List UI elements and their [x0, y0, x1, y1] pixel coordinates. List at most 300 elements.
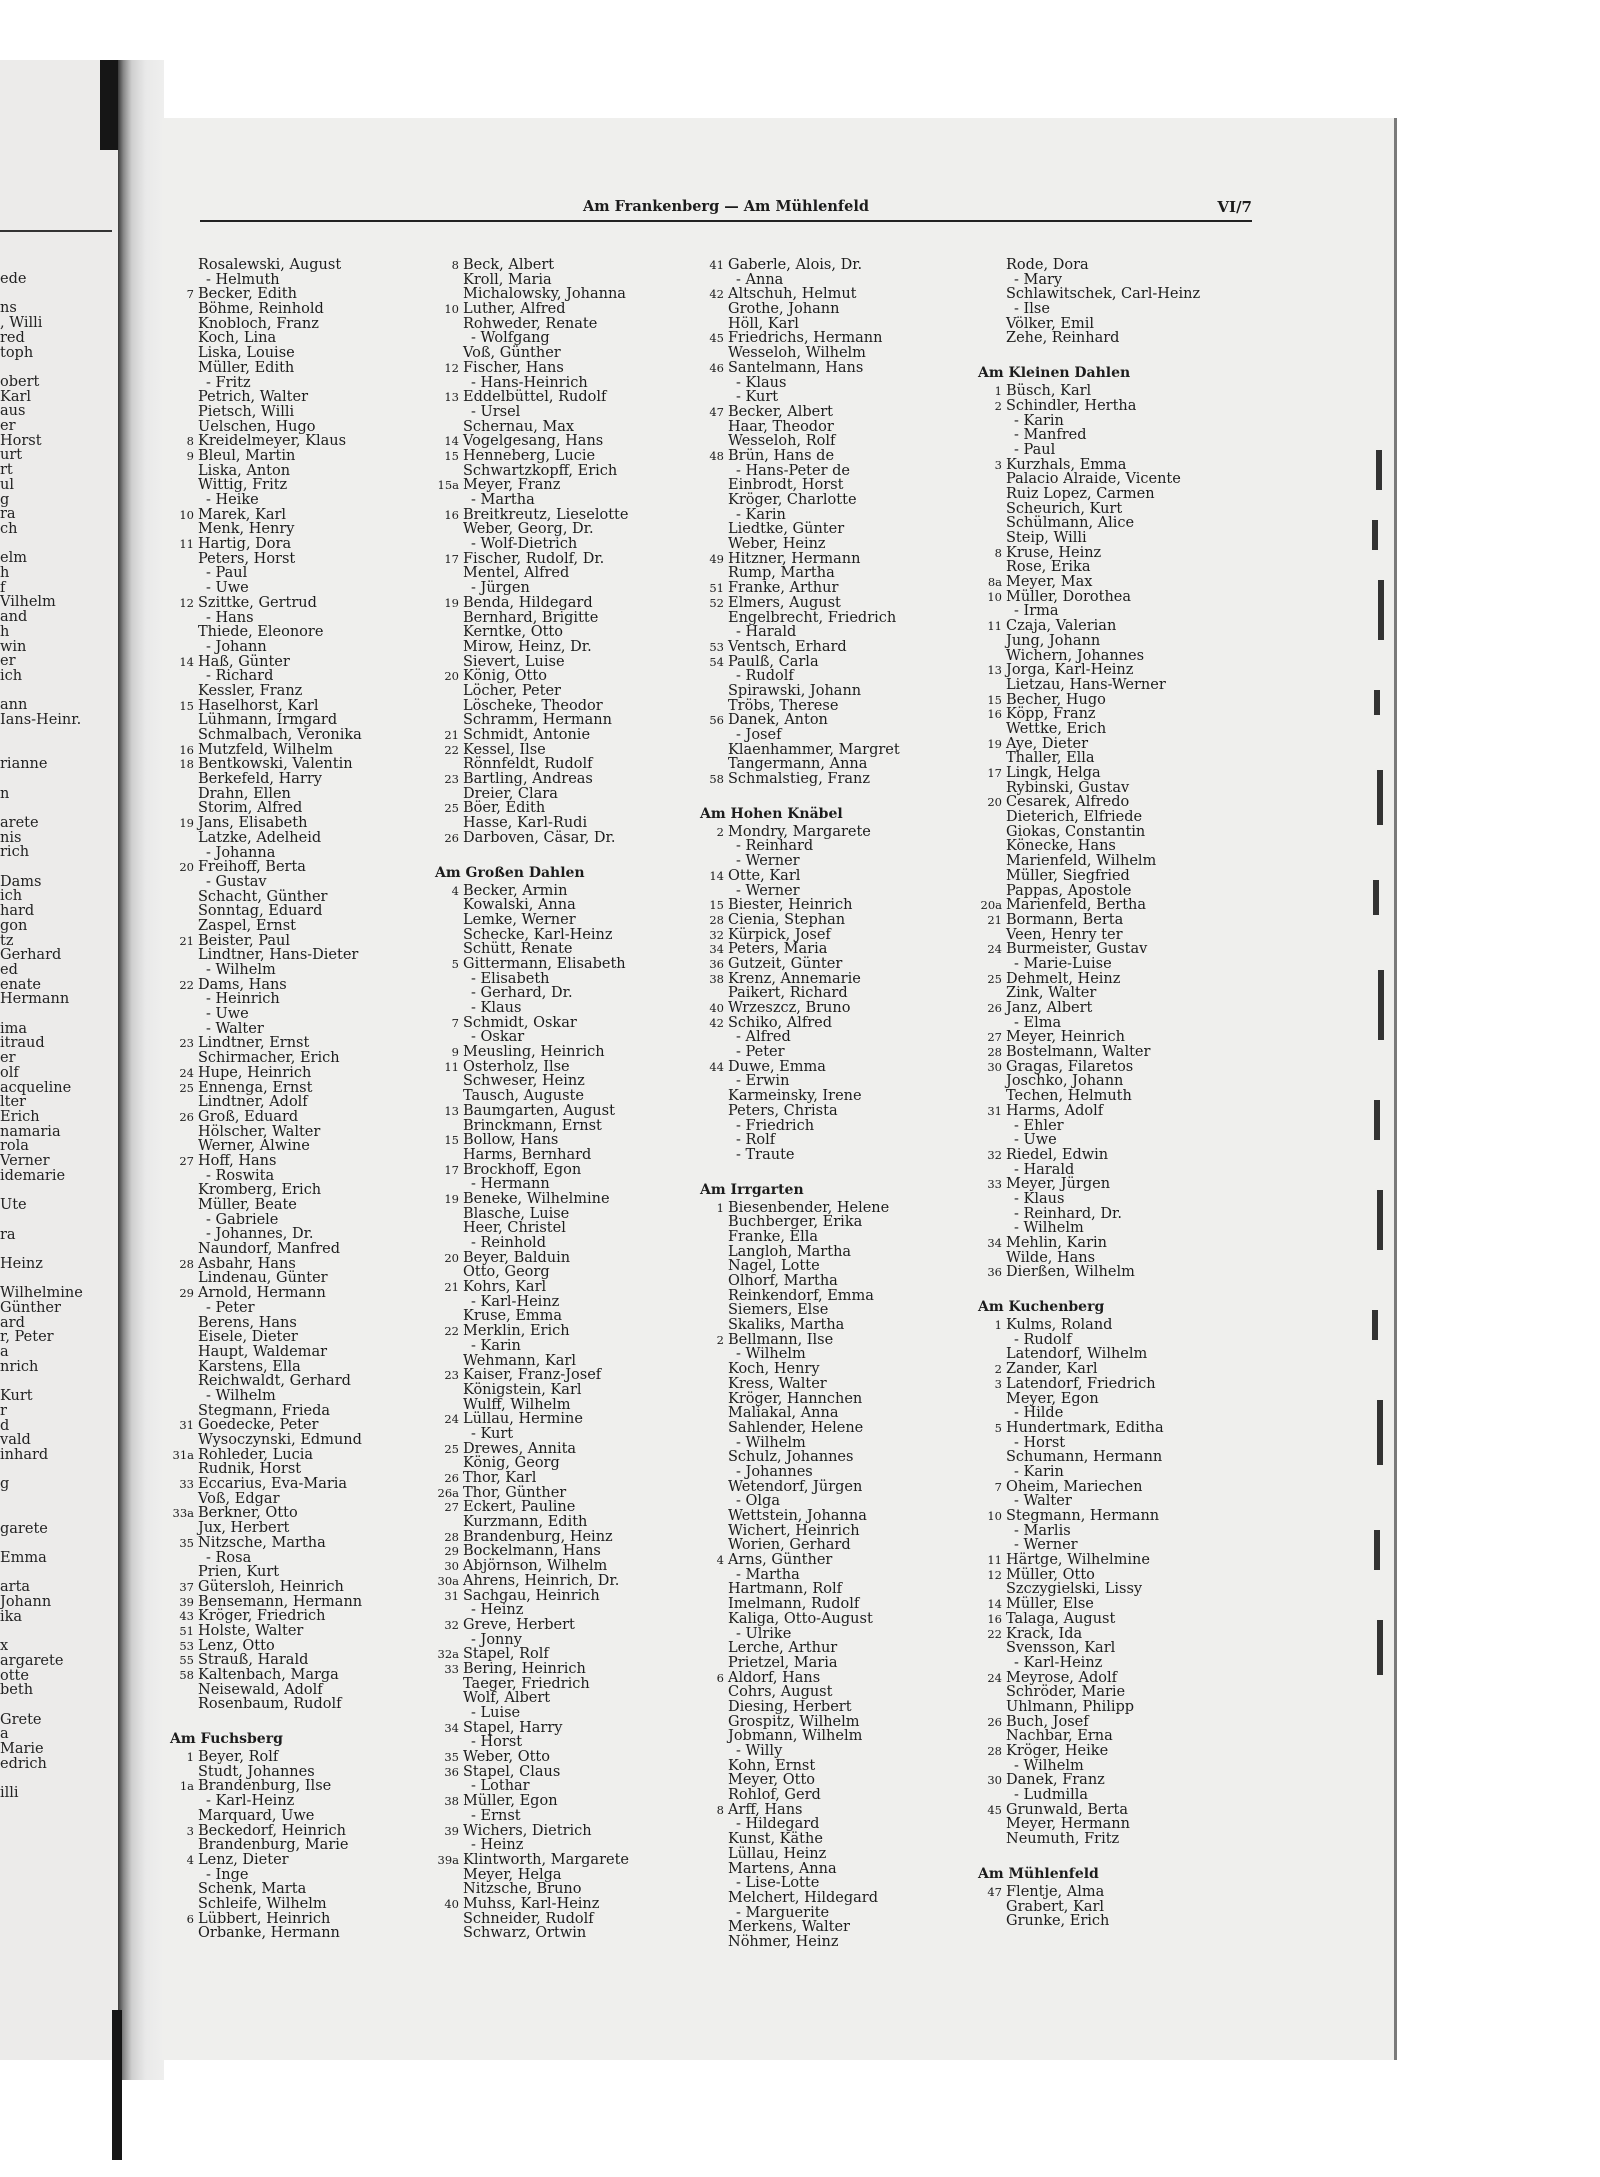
resident-entry: [970, 809, 1143, 826]
resident-name: Luther, Alfred: [463, 301, 566, 318]
street-heading: Am Großen Dahlen: [435, 864, 585, 881]
resident-name: - Walter: [1014, 1493, 1072, 1510]
resident-entry: [162, 1301, 283, 1316]
resident-entry: [427, 756, 593, 773]
resident-name: Müller, Else: [1006, 1596, 1094, 1613]
resident-entry: [427, 727, 591, 743]
resident-entry: [162, 1881, 307, 1898]
resident-entry: [427, 986, 585, 1001]
resident-entry: [427, 1383, 585, 1398]
house-number: 7: [451, 1015, 459, 1030]
left-page-fragment: elm: [0, 550, 27, 567]
house-number: 16: [444, 507, 459, 522]
resident-name: Thor, Karl: [463, 1470, 537, 1486]
house-number: 21: [444, 728, 459, 742]
resident-name: Brinckmann, Ernst: [463, 1117, 602, 1134]
resident-entry: [692, 1656, 843, 1671]
house-number: 10: [444, 302, 459, 317]
resident-name: Ahrens, Heinrich, Dr.: [463, 1572, 620, 1589]
resident-entry: [162, 963, 283, 978]
left-page-fragment: Horst: [0, 432, 42, 449]
resident-entry: [692, 1406, 843, 1421]
house-number: 24: [444, 1412, 459, 1427]
house-number: 19: [179, 816, 194, 831]
resident-entry: [162, 947, 359, 964]
house-number: 4: [186, 1852, 194, 1867]
resident-entry: [970, 884, 1130, 899]
house-number: 22: [444, 1324, 459, 1339]
resident-name: Schernau, Max: [463, 418, 575, 435]
resident-name: Wesseloh, Wilhelm: [728, 345, 866, 362]
resident-name: Böhme, Reinhold: [198, 301, 324, 318]
resident-name: Benda, Hildegard: [463, 594, 593, 611]
resident-entry: [692, 1148, 843, 1163]
resident-name: Köpp, Franz: [1006, 706, 1096, 723]
resident-name: Cohrs, August: [728, 1684, 833, 1701]
resident-name: Meyer, Jürgen: [1006, 1176, 1111, 1193]
resident-entry: [162, 1593, 363, 1610]
house-number: 30a: [437, 1573, 459, 1588]
resident-name: Brandenburg, Marie: [198, 1837, 349, 1854]
resident-name: Peters, Christa: [728, 1102, 838, 1119]
resident-name: Kessel, Ilse: [463, 741, 546, 758]
resident-entry: [427, 1177, 585, 1192]
resident-name: Szczygielski, Lissy: [1006, 1581, 1143, 1598]
resident-entry: [692, 1919, 850, 1936]
resident-entry: [970, 1568, 1130, 1583]
resident-name: - Hermann: [471, 1176, 550, 1193]
resident-entry: [162, 594, 317, 611]
resident-name: Kurzhals, Emma: [1006, 456, 1127, 473]
resident-name: Schütt, Renate: [463, 941, 573, 958]
resident-name: Kerntke, Otto: [463, 624, 563, 641]
resident-entry: [162, 418, 316, 435]
resident-name: Harms, Bernhard: [463, 1146, 592, 1163]
resident-name: Prien, Kurt: [198, 1564, 280, 1581]
resident-name: - Marlis: [1014, 1522, 1071, 1539]
resident-name: Jans, Elisabeth: [198, 815, 308, 832]
resident-name: - Rolf: [736, 1132, 776, 1149]
left-page-fragment: ra: [0, 506, 16, 523]
resident-name: - Klaus: [1014, 1190, 1065, 1207]
house-number: 7: [994, 1479, 1002, 1494]
resident-name: Wichers, Dietrich: [463, 1822, 592, 1839]
resident-entry: [692, 985, 848, 1002]
resident-name: Bentkowski, Valentin: [198, 756, 353, 773]
resident-name: Weber, Otto: [463, 1749, 550, 1766]
resident-name: Voß, Günther: [463, 345, 561, 362]
resident-name: Bleul, Martin: [198, 447, 296, 464]
resident-name: Kurzmann, Edith: [463, 1514, 588, 1531]
house-number: 42: [709, 287, 724, 302]
resident-name: Stegmann, Hermann: [1006, 1508, 1160, 1524]
resident-name: - Paul: [206, 565, 248, 582]
resident-entry: [427, 1339, 585, 1354]
resident-entry: [692, 1478, 863, 1495]
resident-name: Kaliga, Otto-August: [728, 1610, 873, 1627]
resident-name: Könecke, Hans: [1006, 838, 1116, 855]
resident-name: Lingk, Helga: [1006, 765, 1101, 781]
resident-entry: [427, 550, 605, 567]
house-number: 7: [186, 287, 194, 302]
resident-entry: [427, 1558, 608, 1575]
house-number: 53: [709, 639, 724, 654]
resident-name: Gaberle, Alois, Dr.: [728, 257, 863, 273]
resident-entry: [162, 727, 362, 743]
house-number: 41: [709, 258, 724, 272]
house-number: 6: [186, 1911, 194, 1926]
resident-name: Dams, Hans: [198, 976, 287, 993]
resident-entry: [692, 728, 843, 743]
resident-entry: [162, 1343, 328, 1360]
house-number: 20: [444, 669, 459, 684]
resident-entry: [427, 1427, 585, 1442]
resident-entry: [427, 478, 585, 493]
resident-name: Steip, Willi: [1006, 530, 1087, 546]
resident-name: - Mary: [1014, 271, 1063, 288]
resident-entry: [970, 1436, 1130, 1451]
resident-name: Schiko, Alfred: [728, 1014, 833, 1031]
left-page-fragment: otte: [0, 1667, 29, 1684]
resident-entry: [427, 1060, 585, 1075]
resident-entry: [162, 1358, 301, 1375]
resident-name: Otto, Georg: [463, 1264, 550, 1281]
resident-name: - Roswita: [206, 1167, 275, 1184]
resident-entry: [427, 1309, 585, 1324]
house-number: 14: [179, 654, 194, 669]
resident-entry: [970, 1832, 1130, 1847]
resident-entry: [162, 992, 283, 1007]
resident-name: Mentel, Alfred: [463, 565, 570, 582]
resident-name: - Hans-Peter de: [736, 462, 850, 479]
house-number: 40: [444, 1896, 459, 1911]
resident-name: Gütersloh, Heinrich: [198, 1578, 344, 1595]
resident-name: Beneke, Wilhelmine: [463, 1190, 610, 1207]
resident-name: Haar, Theodor: [728, 418, 834, 435]
resident-name: Cienia, Stephan: [728, 911, 846, 928]
resident-name: Hartmann, Rolf: [728, 1581, 842, 1598]
resident-name: Sonntag, Eduard: [198, 903, 323, 920]
column-2: [427, 257, 629, 1942]
resident-entry: [970, 1089, 1130, 1104]
house-number: 14: [709, 868, 724, 883]
resident-name: Burmeister, Gustav: [1006, 941, 1148, 958]
house-number: 1: [994, 384, 1002, 399]
resident-name: Kürpick, Josef: [728, 926, 831, 943]
resident-name: Holste, Walter: [198, 1622, 304, 1639]
left-page-fragment: Johann: [0, 1594, 52, 1610]
house-number: 12: [444, 360, 459, 375]
resident-name: Michalowsky, Johanna: [463, 286, 626, 303]
resident-name: - Kurt: [471, 1425, 514, 1442]
resident-name: Reichwaldt, Gerhard: [198, 1373, 351, 1390]
resident-entry: [427, 302, 585, 317]
house-number: 32: [444, 1617, 459, 1632]
resident-entry: [427, 1750, 585, 1765]
resident-name: Giokas, Constantin: [1006, 823, 1146, 840]
resident-name: Müller, Siegfried: [1006, 867, 1130, 884]
left-page-fragment: nis: [0, 829, 22, 846]
resident-entry: [162, 1763, 315, 1780]
resident-name: Wettke, Erich: [1006, 720, 1107, 737]
resident-entry: [162, 566, 283, 581]
house-number: 32a: [437, 1647, 459, 1662]
resident-entry: [970, 839, 1130, 854]
resident-name: Grospitz, Wilhelm: [728, 1713, 860, 1730]
resident-entry: [970, 1133, 1130, 1148]
resident-entry: [692, 1119, 843, 1134]
resident-entry: [162, 345, 295, 362]
resident-name: Jobmann, Wilhelm: [728, 1728, 863, 1745]
resident-entry: [970, 766, 1130, 781]
resident-name: Franke, Arthur: [728, 580, 839, 597]
resident-entry: [970, 1524, 1130, 1539]
street-heading: Am Irrgarten: [700, 1181, 804, 1198]
resident-entry: [162, 829, 322, 846]
left-page-fragment: g: [0, 491, 10, 508]
resident-entry: [162, 1446, 313, 1463]
resident-name: - Harald: [736, 624, 797, 641]
resident-name: - Josef: [736, 727, 782, 743]
resident-entry: [692, 359, 864, 376]
resident-entry: [692, 1377, 843, 1392]
resident-entry: [162, 1622, 304, 1639]
resident-entry: [162, 359, 295, 376]
resident-entry: [970, 1419, 1164, 1436]
resident-name: Prietzel, Maria: [728, 1654, 838, 1671]
resident-name: - Traute: [736, 1146, 795, 1163]
resident-entry: [692, 1641, 843, 1656]
left-page-fragment: er: [0, 653, 16, 670]
resident-entry: [427, 1735, 585, 1750]
resident-entry: [970, 1744, 1130, 1759]
resident-entry: [427, 1572, 620, 1589]
resident-name: Dieterich, Elfriede: [1006, 809, 1143, 826]
resident-name: Berens, Hans: [198, 1314, 297, 1331]
resident-name: Henneberg, Lucie: [463, 447, 596, 464]
left-page-fragment: Verner: [0, 1153, 50, 1169]
resident-name: Hoff, Hans: [198, 1152, 277, 1169]
house-number: 23: [179, 1036, 194, 1051]
resident-entry: [970, 471, 1181, 488]
resident-entry: [970, 634, 1130, 649]
section-gap: [970, 1847, 1130, 1863]
resident-name: - Wolf-Dietrich: [471, 536, 578, 553]
resident-entry: [427, 1074, 585, 1089]
resident-entry: [162, 1022, 283, 1037]
house-number: 10: [987, 589, 1002, 604]
resident-name: Latendorf, Wilhelm: [1006, 1346, 1148, 1363]
resident-name: - Alfred: [736, 1029, 791, 1046]
resident-entry: [692, 257, 863, 273]
resident-name: Dehmelt, Heinz: [1006, 970, 1121, 987]
binding-tab-bottom: [112, 2010, 122, 2160]
house-number: 44: [709, 1059, 724, 1074]
resident-entry: [162, 1534, 326, 1551]
resident-name: Uhlmann, Philipp: [1006, 1698, 1135, 1715]
resident-name: Marek, Karl: [198, 506, 287, 523]
resident-name: Meyer, Max: [1006, 574, 1093, 591]
resident-name: Ennenga, Ernst: [198, 1079, 313, 1096]
resident-name: Strauß, Harald: [198, 1652, 309, 1669]
resident-entry: [162, 1750, 283, 1765]
house-number: 19: [444, 1191, 459, 1206]
left-page-fragment: Grete: [0, 1711, 42, 1728]
house-number: 39a: [437, 1852, 459, 1867]
house-number: 27: [179, 1153, 194, 1168]
street-heading: Am Kuchenberg: [978, 1299, 1105, 1316]
resident-name: Schülmann, Alice: [1006, 515, 1135, 532]
resident-entry: [162, 1578, 344, 1595]
resident-name: Kreidelmeyer, Klaus: [198, 433, 347, 450]
resident-entry: [427, 1102, 615, 1119]
house-number: 29: [444, 1544, 459, 1559]
resident-name: Wolf, Albert: [463, 1690, 551, 1707]
resident-entry: [427, 1618, 585, 1633]
resident-name: Klaenhammer, Margret: [728, 741, 900, 758]
resident-entry: [162, 1123, 321, 1140]
resident-name: Karstens, Ella: [198, 1358, 301, 1375]
resident-entry: [970, 397, 1137, 414]
house-number: 10: [987, 1509, 1002, 1523]
left-page-fragment: Kurt: [0, 1388, 33, 1405]
house-number: 58: [179, 1668, 194, 1682]
resident-entry: [692, 390, 843, 405]
street-heading: Am Kleinen Dahlen: [978, 365, 1131, 382]
resident-entry: [427, 273, 585, 288]
resident-name: Schneider, Rudolf: [463, 1910, 594, 1927]
house-number: 30: [444, 1559, 459, 1574]
resident-entry: [970, 1803, 1130, 1818]
resident-name: - Jürgen: [471, 580, 530, 597]
house-number: 53: [179, 1638, 194, 1653]
resident-entry: [970, 546, 1130, 561]
left-page-fragment: itraud: [0, 1035, 45, 1052]
left-page-fragment: d: [0, 1417, 10, 1434]
resident-name: Schulz, Johannes: [728, 1449, 854, 1466]
house-number: 14: [987, 1597, 1002, 1612]
resident-name: Marquard, Uwe: [198, 1807, 315, 1824]
resident-name: Vogelgesang, Hans: [463, 433, 604, 450]
resident-name: Oheim, Mariechen: [1006, 1478, 1143, 1495]
resident-entry: [427, 1794, 585, 1809]
left-page-fragment: ard: [0, 1314, 25, 1331]
resident-entry: [692, 376, 843, 391]
resident-entry: [427, 898, 585, 913]
resident-entry: [427, 1514, 588, 1531]
resident-name: Rohleder, Lucia: [198, 1446, 313, 1463]
resident-name: Talaga, August: [1006, 1610, 1116, 1627]
left-page-fragment: ika: [0, 1608, 23, 1625]
resident-entry: [427, 1456, 585, 1471]
left-page-fragment: ima: [0, 1020, 28, 1037]
resident-entry: [162, 1432, 362, 1448]
resident-name: Darboven, Cäsar, Dr.: [463, 829, 616, 846]
resident-name: Baumgarten, August: [463, 1102, 615, 1119]
resident-entry: [970, 1597, 1130, 1612]
resident-name: Schmidt, Antonie: [463, 727, 591, 743]
house-number: 24: [987, 942, 1002, 957]
resident-name: - Marguerite: [736, 1904, 830, 1921]
resident-name: - Klaus: [471, 1000, 522, 1016]
resident-entry: [692, 1318, 843, 1333]
resident-entry: [692, 1935, 843, 1950]
left-page-fragment: ed: [0, 961, 18, 978]
resident-name: Weber, Georg, Dr.: [463, 521, 594, 538]
resident-name: Hasse, Karl-Rudi: [463, 815, 588, 832]
resident-entry: [692, 1803, 843, 1818]
resident-entry: [970, 1104, 1130, 1119]
resident-entry: [970, 1333, 1130, 1348]
resident-name: Jung, Johann: [1006, 632, 1101, 649]
left-page-fragment: Ute: [0, 1197, 27, 1214]
resident-name: Kröger, Heike: [1006, 1743, 1109, 1759]
house-number: 51: [709, 581, 724, 596]
resident-entry: [427, 1412, 585, 1427]
house-number: 15: [444, 1133, 459, 1148]
resident-entry: [970, 1612, 1130, 1627]
resident-name: Kulms, Roland: [1006, 1317, 1113, 1334]
resident-entry: [162, 1285, 326, 1302]
resident-entry: [162, 1108, 299, 1125]
resident-entry: [692, 911, 846, 928]
resident-entry: [427, 433, 604, 450]
resident-entry: [162, 1492, 283, 1507]
resident-entry: [162, 331, 283, 346]
resident-entry: [970, 928, 1130, 943]
resident-entry: [692, 492, 857, 508]
resident-name: Schwartzkopff, Erich: [463, 462, 618, 479]
resident-entry: [427, 684, 585, 699]
left-page-fragment: red: [0, 329, 25, 346]
resident-name: Techen, Helmuth: [1006, 1088, 1132, 1105]
resident-entry: [970, 502, 1130, 517]
resident-entry: [692, 1596, 860, 1613]
house-number: 17: [444, 551, 459, 566]
resident-name: Ventsch, Erhard: [728, 638, 847, 655]
left-page-fragment: Marie: [0, 1741, 44, 1757]
resident-name: - Richard: [206, 668, 274, 685]
resident-entry: [427, 1633, 585, 1648]
resident-name: - Wilhelm: [206, 962, 276, 978]
house-number: 38: [709, 971, 724, 986]
resident-name: Königstein, Karl: [463, 1381, 582, 1398]
resident-name: - Olga: [736, 1493, 780, 1510]
resident-entry: [427, 1030, 585, 1045]
column-3: [692, 257, 900, 1950]
resident-entry: [162, 712, 338, 729]
house-number: 1a: [179, 1779, 194, 1794]
resident-entry: [970, 286, 1201, 303]
resident-entry: [162, 1402, 331, 1419]
resident-entry: [162, 1213, 283, 1228]
left-page-fragment: win: [0, 638, 27, 655]
resident-name: Rose, Erika: [1006, 559, 1091, 576]
left-page-fragment: ich: [0, 667, 23, 684]
resident-name: Müller, Egon: [463, 1793, 558, 1810]
resident-name: - Werner: [736, 882, 800, 899]
house-number: 8: [186, 434, 194, 449]
resident-name: Büsch, Karl: [1006, 383, 1092, 400]
resident-name: Wittig, Fritz: [198, 477, 288, 494]
house-number: 49: [709, 551, 724, 566]
resident-entry: [162, 1822, 346, 1839]
resident-name: - Wolfgang: [471, 330, 550, 347]
resident-entry: [427, 1280, 585, 1295]
resident-name: Hitzner, Hermann: [728, 550, 861, 567]
resident-name: Grabert, Karl: [1006, 1898, 1105, 1915]
left-page-fragment: a: [0, 1726, 9, 1743]
